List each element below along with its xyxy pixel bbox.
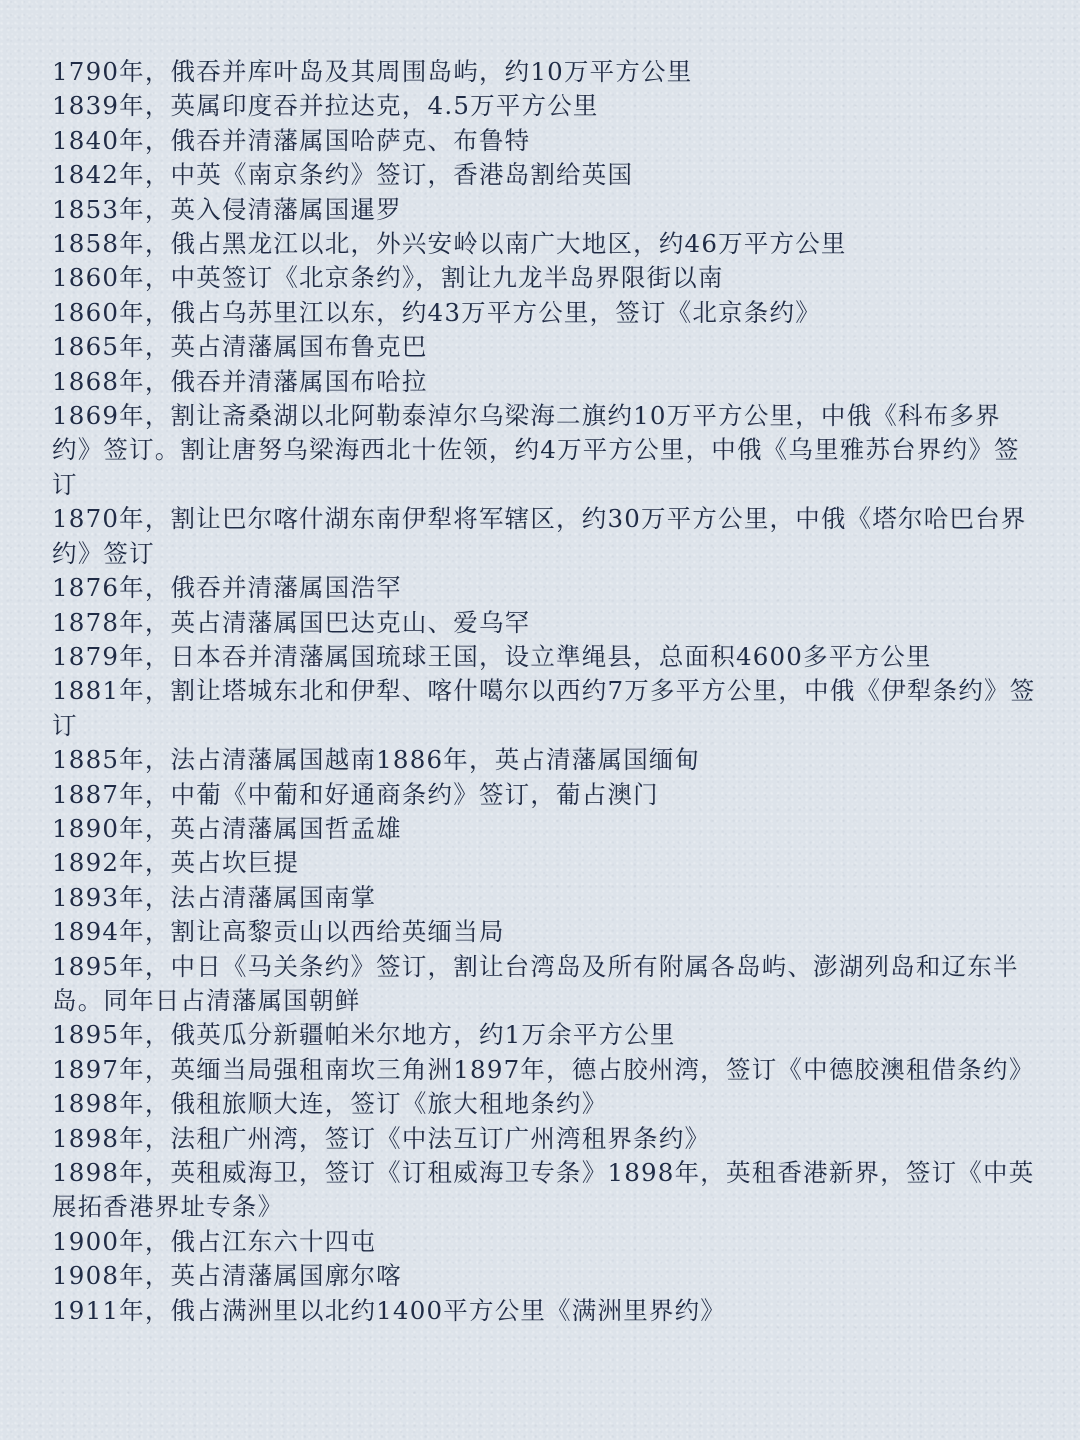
timeline-entry-1892: 1892年，英占坎巨提 (52, 848, 300, 878)
timeline-entry-1885: 1885年，法占清藩属国越南1886年，英占清藩属国缅甸 (52, 745, 701, 775)
timeline-entry-1890: 1890年，英占清藩属国哲孟雄 (52, 813, 402, 843)
timeline-entry-1839: 1839年，英属印度吞并拉达克，4.5万平方公里 (52, 91, 599, 121)
timeline-entry-1868: 1868年，俄吞并清藩属国布哈拉 (52, 366, 428, 396)
timeline-entry-1876: 1876年，俄吞并清藩属国浩罕 (52, 573, 402, 603)
timeline-entry-1900: 1900年，俄占江东六十四屯 (52, 1226, 377, 1256)
timeline-entry-1911: 1911年，俄占满洲里以北约1400平方公里《满洲里界约》 (52, 1295, 726, 1325)
timeline-entry-1842: 1842年，中英《南京条约》签订，香港岛割给英国 (52, 160, 634, 190)
timeline-entry-1860-a: 1860年，中英签订《北京条约》，割让九龙半岛界限街以南 (52, 263, 724, 293)
timeline-entry-1865: 1865年，英占清藩属国布鲁克巴 (52, 332, 428, 362)
territory-loss-timeline (52, 55, 1037, 1328)
timeline-entry-1878: 1878年，英占清藩属国巴达克山、爱乌罕 (52, 607, 531, 637)
timeline-entry-1895-b: 1895年，俄英瓜分新疆帕米尔地方，约1万余平方公里 (52, 1020, 676, 1050)
timeline-entry-1898-c: 1898年，英租威海卫，签订《订租威海卫专条》1898年，英租香港新界，签订《中英展拓香港界址专条》 (52, 1158, 1035, 1222)
timeline-entry-1898-a: 1898年，俄租旅顺大连，签订《旅大租地条约》 (52, 1089, 608, 1119)
timeline-entry-1908: 1908年，英占清藩属国廓尔喀 (52, 1261, 402, 1291)
timeline-entry-1881: 1881年，割让塔城东北和伊犁、喀什噶尔以西约7万多平方公里，中俄《伊犁条约》签订 (52, 676, 1036, 740)
timeline-entry-1790: 1790年，俄吞并库叶岛及其周围岛屿，约10万平方公里 (52, 57, 693, 86)
timeline-entry-1840: 1840年，俄吞并清藩属国哈萨克、布鲁特 (52, 125, 531, 155)
timeline-entry-1895-a: 1895年，中日《马关条约》签订，割让台湾岛及所有附属各岛屿、澎湖列岛和辽东半岛。同年日占清藩属国朝鲜 (52, 951, 1019, 1015)
timeline-entry-1897: 1897年，英缅当局强租南坎三角洲1897年，德占胶州湾，签订《中德胶澳租借条约》 (52, 1054, 1035, 1084)
timeline-entry-1887: 1887年，中葡《中葡和好通商条约》签订，葡占澳门 (52, 779, 659, 809)
timeline-entry-1894: 1894年，割让高黎贡山以西给英缅当局 (52, 917, 505, 947)
timeline-entry-1870: 1870年，割让巴尔喀什湖东南伊犁将军辖区，约30万平方公里，中俄《塔尔哈巴台界约》签订 (52, 504, 1027, 568)
timeline-entry-1853: 1853年，英入侵清藩属国暹罗 (52, 194, 402, 224)
timeline-entry-1879: 1879年，日本吞并清藩属国琉球王国，设立準绳县，总面积4600多平方公里 (52, 641, 932, 671)
timeline-entry-1860-b: 1860年，俄占乌苏里江以东，约43万平方公里，签订《北京条约》 (52, 297, 821, 327)
timeline-entry-1893: 1893年，法占清藩属国南掌 (52, 882, 377, 912)
timeline-entry-1869: 1869年，割让斋桑湖以北阿勒泰淖尔乌梁海二旗约10万平方公里，中俄《科布多界约》签订。割让唐努乌梁海西北十佐领，约4万平方公里，中俄《乌里雅苏台界约》签订 (52, 401, 1020, 499)
timeline-entry-1898-b: 1898年，法租广州湾，签订《中法互订广州湾租界条约》 (52, 1123, 711, 1153)
timeline-entry-1858: 1858年，俄占黑龙江以北，外兴安岭以南广大地区，约46万平方公里 (52, 229, 847, 259)
